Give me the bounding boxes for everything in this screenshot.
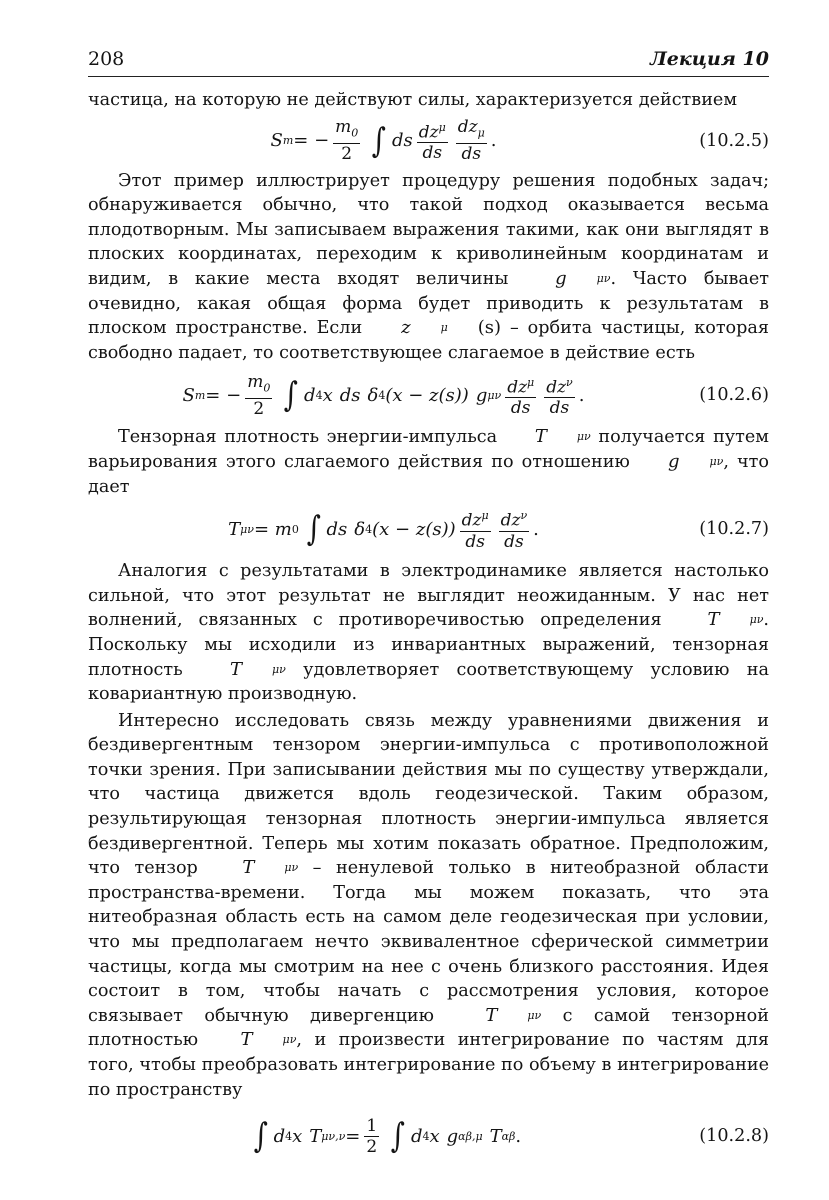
fraction: $\frac{dz^\nu}{ds}$ — [544, 373, 575, 419]
fraction: $\frac{m_0}{2}$ — [335, 116, 359, 165]
integral-sign: ∫ — [284, 375, 299, 416]
inline-math: z μ (s) — [401, 317, 502, 339]
equation-10-2-5 — [88, 113, 769, 169]
paragraph: Тензорная плотность энергии-импульса T μν получается путем варьирования этого слагаемого действия по отношению g μν , что дает — [88, 426, 769, 497]
inline-math: g μν — [555, 267, 611, 289]
paragraph: Аналогия с результатами в электродинамике является настолько сильной, что этот результат не выглядит неожиданным. У нас нет волнений, связанных с противоречивостью определения T μν . Поскольку мы исходили из инвариантных выражений, тензорная плотность T μν удовлетворяет соответствующему условию на ковариантную производную. — [88, 561, 769, 705]
eq-sign: = − — [293, 130, 330, 152]
fraction: $\frac{dz_\mu}{ds}$ — [457, 116, 485, 165]
inline-math: T μν — [534, 426, 591, 448]
inline-math: T μν — [240, 1029, 297, 1051]
fraction: $\frac{1}{2}$ — [366, 1115, 378, 1157]
inline-math: T μν — [230, 658, 286, 680]
fraction: $\frac{dz^\mu}{ds}$ — [505, 373, 536, 419]
equation-number: (10.2.5) — [699, 130, 769, 151]
integral-sign: ∫ — [253, 1116, 268, 1157]
fraction: $\frac{dz^\nu}{ds}$ — [499, 506, 530, 552]
fraction: $\frac{dz^\mu}{ds}$ — [417, 118, 448, 164]
fraction: $\frac{dz^\mu}{ds}$ — [460, 506, 491, 552]
page-number: 208 — [88, 48, 125, 70]
equation-10-2-8 — [88, 1106, 769, 1166]
inline-math: T μν — [707, 609, 764, 631]
integral-sign: ∫ — [390, 1116, 406, 1157]
inline-math: T μν — [485, 1004, 542, 1026]
equation-formula: S m = − $\frac{m_0}{2}$ ∫ d 4 x ds δ 4 (x − z(s)) g μν $\frac{dz^\mu}{ds}$ $\frac{dz^\nu}{ds}$ . — [182, 371, 585, 420]
equation-formula: ∫ d 4 x T μ ν ,ν = $\frac{1}{2}$ ∫ d 4 x g αβ,μ T αβ . — [253, 1115, 522, 1157]
paragraph-intro: частица, на которую не действуют силы, характеризуется действием — [88, 90, 738, 110]
inline-math: T μν — [242, 857, 299, 879]
eq-symbol: S — [270, 130, 283, 152]
equation-number: (10.2.7) — [699, 519, 769, 540]
eq-ds: ds — [392, 130, 413, 152]
running-head: Лекция 10 — [649, 48, 769, 70]
paragraph: Этот пример иллюстрирует процедуру решения подобных задач; обнаруживается обычно, что такой подход оказывается весьма плодотворным. Мы записываем выражения такими, как они выглядят в плоских координатах, переходим к криволинейным координатам и видим, в какие места входят величины g μν . Часто бывает очевидно, какая общая форма будет приводить к результатам в плоском пространстве. Если z μ (s) – орбита частицы, которая свободно падает, то соответствующее слагаемое в действие есть — [88, 170, 769, 363]
paragraph: Интересно исследовать связь между уравнениями движения и бездивергентным тензором энергии-импульса с противоположной точки зрения. При записывании действия мы по существу утверждали, что частица движется вдоль геодезической. Таким образом, результирующая тензорная плотность энергии-импульса является бездивергентной. Теперь мы хотим показать обратное. Предположим, что тензор T μν – ненулевой только в нитеобразной области пространства-времени. Тогда мы можем показать, что эта нитеобразная область есть на самом деле геодезическая при условии, что мы предполагаем нечто эквивалентное сферической симметрии частицы, когда мы смотрим на нее с очень близкого расстояния. Идея состоит в том, чтобы начать с рассмотрения условия, которое связывает обычную дивергенцию T μν с самой тензорной плотностью T μν , и произвести интегрирование по частям для того, чтобы преобразовать интегрирование по объему в интегрирование по пространству — [88, 710, 770, 1100]
equation-10-2-6 — [88, 365, 769, 425]
fraction: $\frac{m_0}{2}$ — [247, 371, 271, 420]
page-body — [88, 88, 769, 1166]
eq-sub: m — [282, 134, 294, 148]
integral-sign: ∫ — [372, 120, 387, 161]
equation-number: (10.2.8) — [699, 1126, 769, 1147]
page-header — [88, 46, 769, 77]
inline-math: g μν — [667, 450, 724, 472]
equation-number: (10.2.6) — [699, 385, 769, 406]
equation-formula: T μν = m 0 ∫ ds δ 4 (x − z(s)) $\frac{dz^\mu}{ds}$ $\frac{dz^\nu}{ds}$ . — [88, 499, 679, 559]
equation-10-2-7 — [88, 499, 769, 559]
integral-sign: ∫ — [306, 509, 321, 550]
equation-formula: S m = − $\frac{m_0}{2}$ ∫ ds $\frac{dz^\mu}{ds}$ $\frac{dz_\mu}{ds}$ . — [270, 116, 497, 165]
